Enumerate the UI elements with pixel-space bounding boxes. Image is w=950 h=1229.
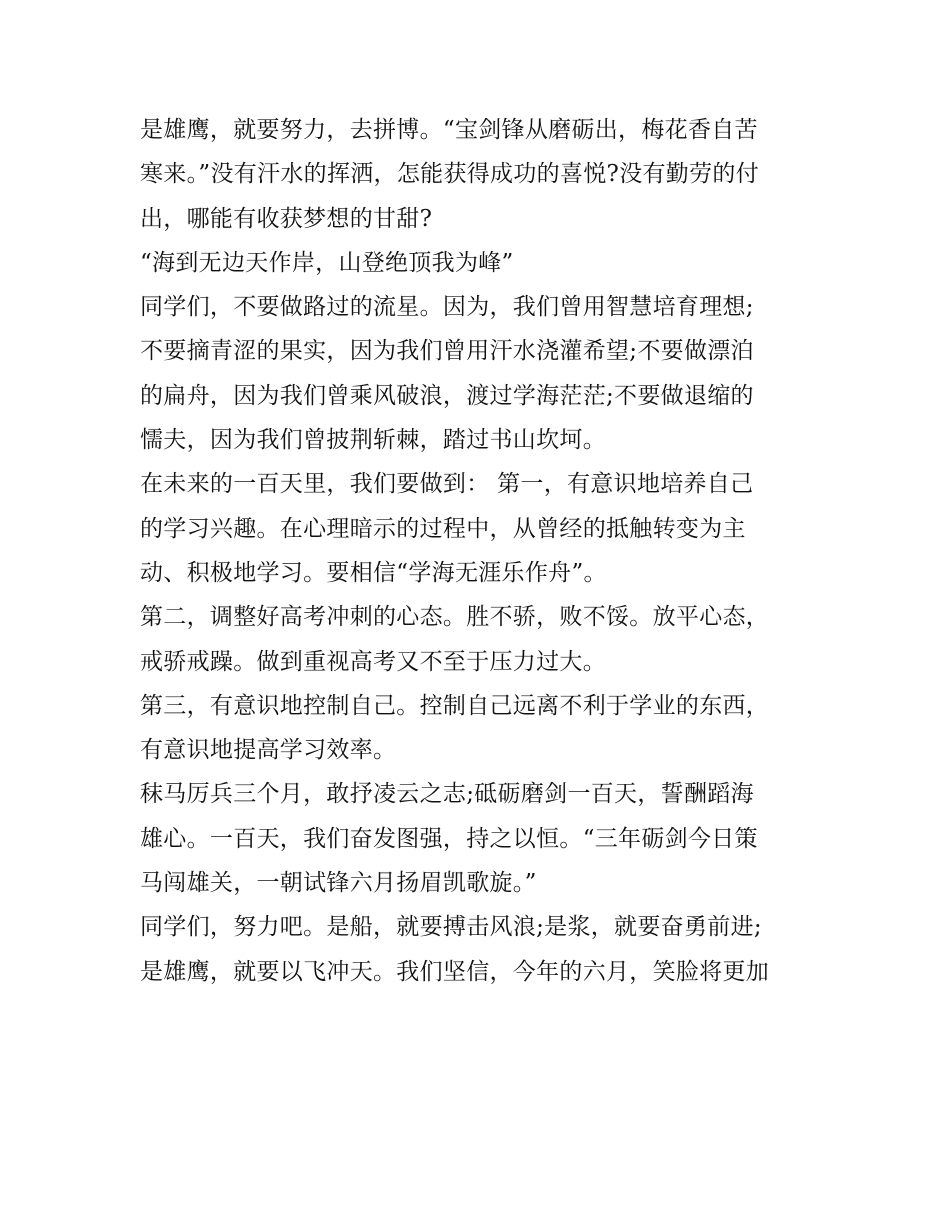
text-line: 雄心。一百天，我们奋发图强，持之以恒。“三年砺剑今日策 — [140, 825, 758, 852]
text-line: 戒骄戒躁。做到重视高考又不至于压力过大。 — [140, 648, 606, 675]
text-line: 懦夫，因为我们曾披荆斩棘，踏过书山坎坷。 — [140, 427, 606, 454]
text-line: 在未来的一百天里，我们要做到： 第一，有意识地培养自己 — [140, 471, 754, 498]
text-line: 的扁舟，因为我们曾乘风破浪，渡过学海茫茫;不要做退缩的 — [140, 382, 754, 409]
text-line: 同学们，努力吧。是船，就要搏击风浪;是浆，就要奋勇前进; — [140, 914, 762, 941]
text-line: 动、积极地学习。要相信“学海无涯乐作舟”。 — [140, 559, 607, 586]
text-line: 不要摘青涩的果实，因为我们曾用汗水浇灌希望;不要做漂泊 — [140, 338, 754, 365]
text-line: 第二，调整好高考冲刺的心态。胜不骄，败不馁。放平心态， — [140, 604, 770, 631]
text-line: 秣马厉兵三个月，敢抒凌云之志;砥砺磨剑一百天，誓酬蹈海 — [140, 781, 754, 808]
text-line: 的学习兴趣。在心理暗示的过程中，从曾经的抵触转变为主 — [140, 515, 746, 542]
text-line: 第三，有意识地控制自己。控制自己远离不利于学业的东西， — [140, 692, 770, 719]
text-line: 有意识地提高学习效率。 — [140, 737, 397, 764]
text-line: 寒来。”没有汗水的挥洒，怎能获得成功的喜悦?没有勤劳的付 — [140, 161, 759, 188]
text-line: 是雄鹰，就要努力，去拼博。“宝剑锋从磨砺出，梅花香自苦 — [140, 117, 758, 143]
text-line: 是雄鹰，就要以飞冲天。我们坚信，今年的六月，笑脸将更加 — [140, 958, 770, 985]
text-line: 出，哪能有收获梦想的甘甜? — [140, 205, 433, 232]
document-body — [140, 108, 820, 994]
text-line: 马闯雄关，一朝试锋六月扬眉凯歌旋。” — [140, 870, 537, 897]
text-line: 同学们，不要做路过的流星。因为，我们曾用智慧培育理想; — [140, 294, 754, 321]
text-line: “海到无边天作岸，山登绝顶我为峰” — [140, 249, 514, 276]
